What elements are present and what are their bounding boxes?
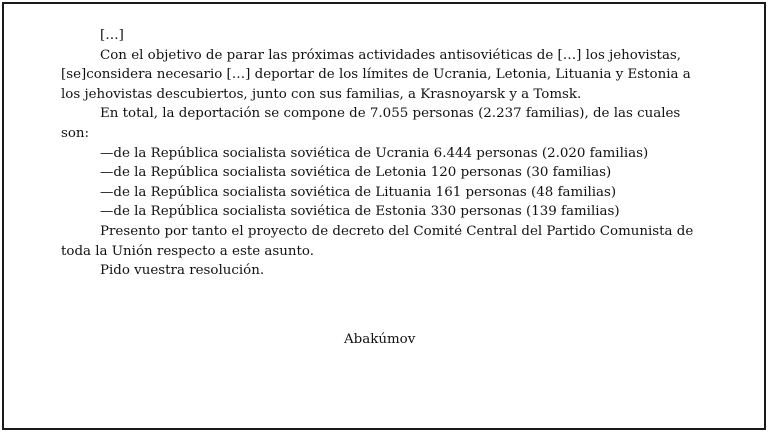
paragraph-total: En total, la deportación se compone de 7.055 personas (2.237 familias), de las cuales son: — [61, 106, 681, 141]
list-item-letonia: —de la República socialista soviética de Letonia 120 personas (30 familias) — [100, 165, 612, 181]
paragraph-ellipsis: […] — [100, 28, 124, 43]
paragraph-request: Pido vuestra resolución. — [100, 263, 265, 279]
signature: Abakúmov — [344, 332, 416, 347]
paragraph-proposal: Presento por tanto el proyecto de decreto del Comité Central del Partido Comunista de toda la Unión respecto a este asunto. — [61, 223, 694, 259]
list-item-estonia: —de la República socialista soviética de Estonia 330 personas (139 familias) — [100, 204, 620, 220]
document-body — [61, 26, 711, 281]
list-item-lituania: —de la República socialista soviética de Lituania 161 personas (48 familias) — [100, 184, 617, 200]
paragraph-objective: Con el objetivo de parar las próximas actividades antisoviéticas de […] los jehovistas, [se]considera necesario […] deportar de los límites de Ucrania, Letonia, Lituania y Estonia a los jehovistas descubiertos, junto con sus familias, a Krasnoyarsk y a Tomsk. — [61, 47, 691, 102]
list-item-ucrania: —de la República socialista soviética de Ucrania 6.444 personas (2.020 familias) — [100, 145, 649, 161]
